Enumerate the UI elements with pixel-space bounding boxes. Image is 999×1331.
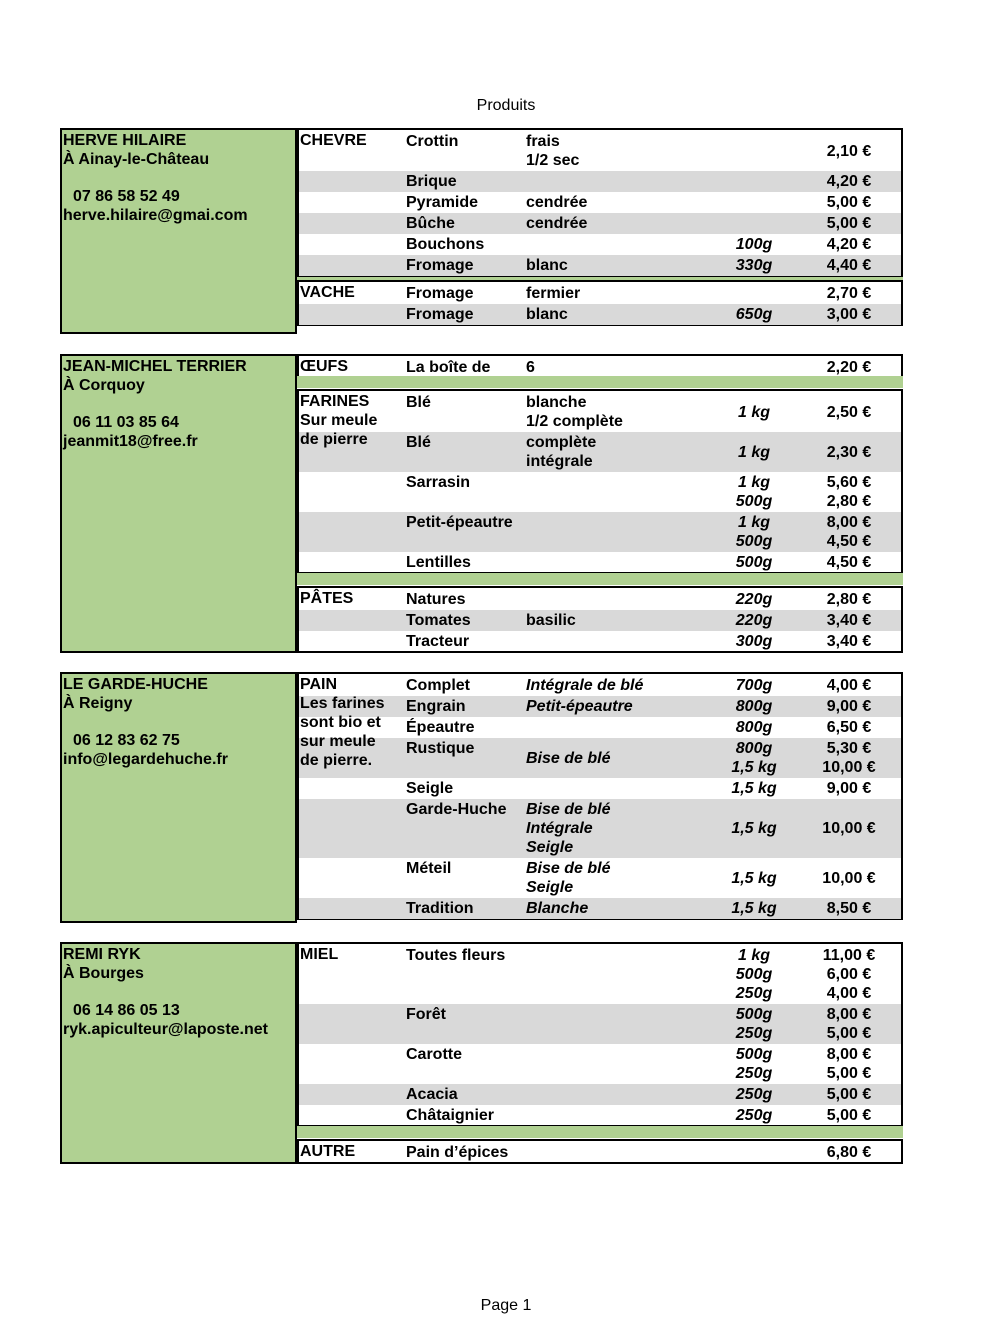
producer-phone: 06 14 86 05 13 — [73, 1002, 180, 1019]
producer-location: À Reigny — [63, 695, 133, 712]
product-name: Carotte — [406, 1046, 463, 1063]
weight-line: 1 kg — [737, 514, 770, 531]
product-weight — [709, 1005, 799, 1043]
producer-block — [60, 672, 903, 923]
price-line: 10,00 € — [822, 869, 876, 887]
product-price — [804, 718, 894, 737]
price-line: 2,30 € — [826, 443, 872, 461]
producer-name: HERVE HILAIRE — [63, 132, 187, 149]
price-line: 2,20 € — [826, 359, 872, 376]
product-price — [804, 611, 894, 630]
table-row — [299, 1105, 901, 1126]
description-line: fermier — [526, 285, 581, 302]
weight-line: 500g — [735, 1006, 773, 1023]
product-name: Tracteur — [406, 633, 470, 650]
category-label-line: de pierre. — [300, 752, 373, 769]
producer-email[interactable]: herve.hilaire@gmai.com — [63, 207, 248, 224]
product-price — [804, 739, 894, 777]
product-price — [804, 1106, 894, 1125]
table-row — [299, 213, 901, 234]
product-name: Épeautre — [406, 719, 475, 736]
producer-name: LE GARDE-HUCHE — [63, 676, 208, 693]
weight-line: 1,5 kg — [731, 759, 777, 776]
product-price — [804, 284, 894, 303]
category-box — [297, 128, 903, 277]
weight-line: 700g — [735, 677, 773, 694]
description-line: Bise de blé — [526, 860, 611, 877]
weight-line: 1,5 kg — [731, 869, 777, 887]
price-line: 10,00 € — [822, 820, 876, 837]
description-line: Seigle — [526, 839, 574, 856]
table-row — [299, 171, 901, 192]
weight-line: 1,5 kg — [731, 900, 777, 917]
weight-line: 250g — [735, 1107, 773, 1124]
product-price — [804, 1005, 894, 1043]
product-name: Fromage — [406, 306, 474, 323]
product-weight — [709, 946, 799, 1003]
product-name: Garde-Huche — [406, 801, 507, 818]
price-line: 3,40 € — [826, 612, 872, 629]
product-name: Forêt — [406, 1006, 446, 1023]
producer-block — [60, 128, 903, 334]
category-label — [300, 357, 348, 376]
price-line: 10,00 € — [822, 759, 876, 776]
category-separator — [297, 573, 903, 585]
table-row — [299, 717, 901, 738]
category-box — [297, 942, 903, 1127]
price-line: 5,30 € — [826, 740, 872, 757]
description-line: frais — [526, 133, 560, 150]
category-label-line: ŒUFS — [300, 358, 348, 375]
category-box — [297, 280, 903, 326]
description-line: blanc — [526, 257, 568, 274]
product-weight — [709, 632, 799, 651]
product-name: Complet — [406, 677, 470, 694]
category-label — [300, 675, 384, 770]
product-price — [804, 235, 894, 254]
table-row — [299, 392, 901, 432]
product-description — [526, 393, 716, 431]
table-row — [299, 283, 901, 304]
category-label — [300, 589, 353, 608]
product-description — [526, 697, 716, 716]
weight-line: 1,5 kg — [731, 820, 777, 837]
weight-line: 800g — [735, 698, 773, 715]
product-price — [804, 193, 894, 212]
price-line: 5,00 € — [826, 1107, 872, 1124]
weight-line: 220g — [735, 612, 773, 629]
table-row — [299, 858, 901, 898]
description-line: Blanche — [526, 900, 589, 917]
price-line: 8,00 € — [826, 1046, 872, 1063]
product-description — [526, 358, 716, 377]
table-row — [299, 738, 901, 778]
table-row — [299, 799, 901, 858]
weight-line: 330g — [735, 257, 773, 274]
weight-line: 1 kg — [737, 443, 770, 461]
product-name: La boîte de — [406, 359, 491, 376]
weight-line: 1 kg — [737, 947, 770, 964]
category-label — [300, 945, 338, 964]
producer-block — [60, 942, 903, 1164]
product-price — [804, 697, 894, 716]
price-line: 5,00 € — [826, 1086, 872, 1103]
description-line: basilic — [526, 612, 576, 629]
product-price — [804, 172, 894, 191]
product-description — [526, 859, 716, 897]
price-line: 8,00 € — [826, 514, 872, 531]
description-line: complète — [526, 434, 597, 451]
category-separator — [297, 376, 903, 388]
price-line: 9,00 € — [826, 780, 872, 797]
product-description — [526, 433, 716, 471]
table-row — [299, 778, 901, 799]
product-weight — [709, 590, 799, 609]
table-row — [299, 1084, 901, 1105]
product-name: Blé — [406, 394, 431, 411]
product-description — [526, 214, 716, 233]
producer-phone: 06 12 83 62 75 — [73, 732, 180, 749]
weight-line: 250g — [735, 1086, 773, 1103]
spacer — [63, 983, 294, 1001]
table-row — [299, 898, 901, 919]
product-price — [804, 869, 894, 888]
product-name: Natures — [406, 591, 466, 608]
product-weight — [709, 819, 799, 838]
price-line: 5,00 € — [826, 194, 872, 211]
description-line: Seigle — [526, 879, 574, 896]
producer-location: À Bourges — [63, 965, 144, 982]
product-weight — [709, 718, 799, 737]
producer-name: JEAN-MICHEL TERRIER — [63, 358, 247, 375]
product-name: Tradition — [406, 900, 474, 917]
product-name: Fromage — [406, 285, 474, 302]
product-price — [804, 899, 894, 918]
product-weight — [709, 1045, 799, 1083]
category-label-line: sont bio et — [300, 714, 381, 731]
description-line: Petit-épeautre — [526, 698, 633, 715]
product-name: Bûche — [406, 215, 455, 232]
table-row — [299, 696, 901, 717]
table-row — [299, 192, 901, 213]
weight-line: 250g — [735, 1025, 773, 1042]
price-line: 5,60 € — [826, 474, 872, 491]
product-weight — [709, 697, 799, 716]
spacer — [63, 713, 294, 731]
description-line: Intégrale de blé — [526, 677, 644, 694]
weight-line: 250g — [735, 985, 773, 1002]
price-line: 2,10 € — [826, 142, 872, 160]
price-line: 4,50 € — [826, 533, 872, 550]
producer-email[interactable]: jeanmit18@free.fr — [63, 433, 198, 450]
description-line: blanc — [526, 306, 568, 323]
category-label-line: CHEVRE — [300, 132, 367, 149]
product-price — [804, 142, 894, 161]
category-separator — [297, 1126, 903, 1138]
product-price — [804, 513, 894, 551]
price-line: 5,00 € — [826, 1025, 872, 1042]
category-label-line: Les farines — [300, 695, 385, 712]
weight-line: 1 kg — [737, 403, 770, 421]
product-weight — [709, 553, 799, 572]
table-row — [299, 945, 901, 1004]
product-weight — [709, 899, 799, 918]
product-name: Pyramide — [406, 194, 479, 211]
table-row — [299, 357, 901, 378]
product-price — [804, 946, 894, 1003]
price-line: 2,80 € — [826, 493, 872, 510]
weight-line: 650g — [735, 306, 773, 323]
price-line: 9,00 € — [826, 698, 872, 715]
price-line: 8,00 € — [826, 1006, 872, 1023]
category-label-line: VACHE — [300, 284, 355, 301]
table-row — [299, 631, 901, 652]
product-description — [526, 284, 716, 303]
product-weight — [709, 473, 799, 511]
price-line: 2,70 € — [826, 285, 872, 302]
table-row — [299, 1044, 901, 1084]
weight-line: 500g — [735, 533, 773, 550]
producer-phone: 07 86 58 52 49 — [73, 188, 180, 205]
product-name: Pain d’épices — [406, 1144, 509, 1161]
product-description — [526, 676, 716, 695]
product-name: Seigle — [406, 780, 454, 797]
product-name: Bouchons — [406, 236, 485, 253]
price-line: 4,20 € — [826, 173, 872, 190]
product-name: Brique — [406, 173, 457, 190]
table-row — [299, 552, 901, 573]
product-weight — [709, 443, 799, 462]
table-row — [299, 234, 901, 255]
product-name: Crottin — [406, 133, 459, 150]
product-weight — [709, 513, 799, 551]
table-row — [299, 610, 901, 631]
product-price — [804, 1143, 894, 1162]
table-row — [299, 472, 901, 512]
producer-email[interactable]: ryk.apiculteur@laposte.net — [63, 1021, 268, 1038]
category-label — [300, 1142, 355, 1161]
producer-card — [60, 942, 297, 1164]
price-line: 4,00 € — [826, 985, 872, 1002]
product-weight — [709, 305, 799, 324]
description-line: Bise de blé — [526, 749, 611, 767]
weight-line: 100g — [735, 236, 773, 253]
product-price — [804, 1085, 894, 1104]
product-description — [526, 256, 716, 275]
product-price — [804, 676, 894, 695]
price-line: 2,80 € — [826, 591, 872, 608]
description-line: Bise de blé — [526, 801, 611, 818]
description-line: Intégrale — [526, 820, 593, 837]
weight-line: 300g — [735, 633, 773, 650]
description-line: 1/2 sec — [526, 152, 580, 169]
description-line: cendrée — [526, 215, 588, 232]
price-line: 4,20 € — [826, 236, 872, 253]
description-line: blanche — [526, 394, 587, 411]
product-name: Sarrasin — [406, 474, 471, 491]
product-weight — [709, 739, 799, 777]
table-row — [299, 589, 901, 610]
category-box — [297, 1139, 903, 1164]
product-weight — [709, 676, 799, 695]
weight-line: 1,5 kg — [731, 780, 777, 797]
product-price — [804, 256, 894, 275]
product-description — [526, 132, 716, 170]
category-label-line: PÂTES — [300, 590, 354, 607]
product-weight — [709, 1085, 799, 1104]
weight-line: 220g — [735, 591, 773, 608]
price-line: 4,50 € — [826, 554, 872, 571]
table-row — [299, 1142, 901, 1163]
category-label-line: Sur meule — [300, 412, 378, 429]
product-price — [804, 403, 894, 422]
category-label-line: PAIN — [300, 676, 338, 693]
product-price — [804, 305, 894, 324]
price-line: 4,40 € — [826, 257, 872, 274]
category-label — [300, 283, 355, 302]
description-line: cendrée — [526, 194, 588, 211]
product-description — [526, 800, 716, 857]
price-line: 2,50 € — [826, 403, 872, 421]
table-row — [299, 1004, 901, 1044]
weight-line: 800g — [735, 719, 773, 736]
product-weight — [709, 1106, 799, 1125]
price-line: 4,00 € — [826, 677, 872, 694]
table-row — [299, 131, 901, 171]
category-label-line: MIEL — [300, 946, 339, 963]
product-price — [804, 473, 894, 511]
product-name: Toutes fleurs — [406, 947, 506, 964]
product-price — [804, 1045, 894, 1083]
product-name: Rustique — [406, 740, 475, 757]
table-row — [299, 675, 901, 696]
price-line: 5,00 € — [826, 215, 872, 232]
price-line: 6,00 € — [826, 966, 872, 983]
description-line: 1/2 complète — [526, 413, 623, 430]
description-line: intégrale — [526, 453, 593, 470]
weight-line: 250g — [735, 1065, 773, 1082]
price-line: 11,00 € — [822, 947, 876, 964]
producer-block — [60, 354, 903, 653]
category-box — [297, 389, 903, 574]
weight-line: 800g — [735, 740, 773, 757]
product-name: Méteil — [406, 860, 452, 877]
product-weight — [709, 256, 799, 275]
product-name: Tomates — [406, 612, 471, 629]
product-weight — [709, 611, 799, 630]
spacer — [63, 169, 294, 187]
price-line: 3,40 € — [826, 633, 872, 650]
product-description — [526, 611, 716, 630]
table-row — [299, 255, 901, 276]
category-label-line: FARINES — [300, 393, 370, 410]
product-weight — [709, 869, 799, 888]
product-price — [804, 632, 894, 651]
page-number: Page 1 — [480, 1297, 532, 1314]
weight-line: 500g — [735, 966, 773, 983]
producer-location: À Ainay-le-Château — [63, 151, 210, 168]
product-weight — [709, 235, 799, 254]
product-price — [804, 553, 894, 572]
price-line: 6,80 € — [826, 1144, 872, 1161]
product-price — [804, 819, 894, 838]
product-name: Petit-épeautre — [406, 514, 513, 531]
table-row — [299, 512, 901, 552]
producer-card — [60, 672, 297, 923]
product-price — [804, 358, 894, 377]
product-name: Lentilles — [406, 554, 471, 571]
product-price — [804, 443, 894, 462]
description-line: 6 — [526, 359, 535, 376]
producer-card — [60, 354, 297, 653]
category-label — [300, 131, 367, 150]
product-name: Engrain — [406, 698, 466, 715]
product-weight — [709, 403, 799, 422]
product-weight — [709, 779, 799, 798]
weight-line: 1 kg — [737, 474, 770, 491]
producer-card — [60, 128, 297, 334]
category-label-line: sur meule — [300, 733, 376, 750]
product-name: Acacia — [406, 1086, 458, 1103]
price-line: 5,00 € — [826, 1065, 872, 1082]
weight-line: 500g — [735, 493, 773, 510]
price-line: 8,50 € — [826, 900, 872, 917]
weight-line: 500g — [735, 554, 773, 571]
category-label — [300, 392, 377, 449]
category-label-line: de pierre — [300, 431, 368, 448]
category-box — [297, 586, 903, 653]
product-name: Châtaignier — [406, 1107, 495, 1124]
page-title: Produits — [476, 97, 536, 114]
spacer — [63, 395, 294, 413]
category-box — [297, 672, 903, 920]
weight-line: 500g — [735, 1046, 773, 1063]
producer-name: REMI RYK — [63, 946, 141, 963]
product-price — [804, 779, 894, 798]
product-description — [526, 749, 716, 768]
product-name: Blé — [406, 434, 431, 451]
product-description — [526, 899, 716, 918]
price-line: 3,00 € — [826, 306, 872, 323]
product-price — [804, 590, 894, 609]
producer-location: À Corquoy — [63, 377, 145, 394]
price-line: 6,50 € — [826, 719, 872, 736]
product-price — [804, 214, 894, 233]
table-row — [299, 304, 901, 325]
product-description — [526, 193, 716, 212]
product-name: Fromage — [406, 257, 474, 274]
category-label-line: AUTRE — [300, 1143, 356, 1160]
table-row — [299, 432, 901, 472]
producer-phone: 06 11 03 85 64 — [73, 414, 179, 431]
product-description — [526, 305, 716, 324]
producer-email[interactable]: info@legardehuche.fr — [63, 751, 228, 768]
